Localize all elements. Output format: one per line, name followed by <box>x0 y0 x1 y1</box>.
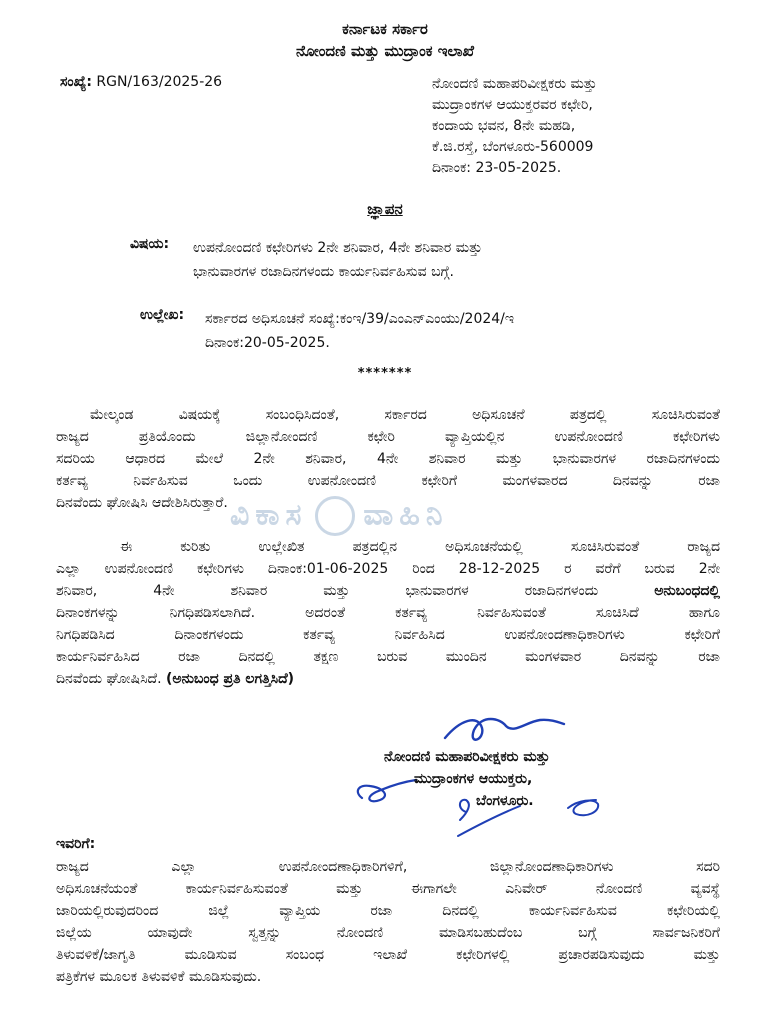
paragraph-line: ದಿನಾಂಕಗಳನ್ನು ನಿಗಧಿಪಡಿಸಲಾಗಿದೆ. ಅದರಂತೆ ಕರ್ತವ್ಯ ನಿರ್ವಹಿಸುವಂತೆ ಸೂಚಿಸಿದೆ ಹಾಗೂ <box>56 605 720 621</box>
paragraph-text: ದಿನವೆಂದು ಘೋಷಿಸಿದೆ. <box>56 671 162 687</box>
signatory-designation: ಮುದ್ರಾಂಕಗಳ ಆಯುಕ್ತರು, <box>414 771 533 787</box>
recipient-line: ತಿಳುವಳಿಕೆ/ಜಾಗೃತಿ ಮೂಡಿಸುವ ಸಂಬಂಧ ಇಲಾಖೆ ಕಛೇರಿಗಳಲ್ಲಿ ಪ್ರಚಾರಪಡಿಸುವುದು ಮತ್ತು <box>56 947 720 963</box>
ref-notice-text <box>205 307 725 355</box>
annexure-emphasis: ಅನುಬಂಧದಲ್ಲಿ <box>654 583 721 599</box>
paragraph-text: ಶನಿವಾರ, 4ನೇ ಶನಿವಾರ ಮತ್ತು ಭಾನುವಾರಗಳ ರಜಾದಿನಗಳಂದು <box>56 583 599 599</box>
paragraph-line <box>56 668 720 690</box>
recipient-line: ಜಿಲ್ಲೆಯ ಯಾವುದೇ ಸ್ವತ್ತನ್ನು ನೋಂದಣಿ ಮಾಡಿಸಬಹುದೆಂಬ ಬಗ್ಗೆ ಸಾರ್ವಜನಿಕರಿಗೆ <box>56 925 720 941</box>
reference-label: ಸಂಖ್ಯೆ: <box>60 74 92 90</box>
paragraph-line <box>56 580 720 602</box>
signature-block <box>384 746 704 812</box>
document-title: ಜ್ಞಾಪನ <box>367 200 403 218</box>
watermark-right-text: ವಾಹಿನಿ <box>363 497 449 533</box>
subject-text <box>193 236 733 284</box>
reference-number <box>60 74 222 90</box>
address-date: ದಿನಾಂಕ: 23-05-2025. <box>432 160 562 176</box>
paragraph-line: ಮೇಲ್ಕಂಡ ವಿಷಯಕ್ಕೆ ಸಂಬಂಧಿಸಿದಂತೆ, ಸರ್ಕಾರದ ಅಧಿಸೂಚನೆ ಪತ್ರದಲ್ಲಿ ಸೂಚಿಸಿರುವಂತೆ <box>90 407 720 423</box>
paragraph-line: ಕಾರ್ಯನಿರ್ವಹಿಸಿದ ರಜಾ ದಿನದಲ್ಲಿ ತಕ್ಷಣ ಬರುವ ಮುಂದಿನ ಮಂಗಳವಾರ ದಿನವನ್ನು ರಜಾ <box>56 649 720 665</box>
recipient-line: ಅಧಿಸೂಚನೆಯಂತೆ ಕಾರ್ಯನಿರ್ವಹಿಸುವಂತೆ ಮತ್ತು ಈಗಾಗಲೇ ಎನಿವೇರ್ ನೋಂದಣಿ ವ್ಯವಸ್ಥೆ <box>56 881 720 897</box>
paragraph-line: ದಿನವೆಂದು ಘೋಷಿಸಿ ಆದೇಶಿಸಿರುತ್ತಾರೆ. <box>56 495 228 511</box>
ref-notice-line: ಸರ್ಕಾರದ ಅಧಿಸೂಚನೆ ಸಂಖ್ಯೆ:ಕಂಇ/39/ಎಂಎನ್‌ಎಂಯು/2024/ಇ <box>205 311 515 327</box>
address-line: ಮುದ್ರಾಂಕಗಳ ಆಯುಕ್ತರವರ ಕಛೇರಿ, <box>432 97 593 113</box>
govt-heading: ಕರ್ನಾಟಕ ಸರ್ಕಾರ <box>342 20 428 38</box>
reference-value: RGN/163/2025-26 <box>96 74 223 90</box>
watermark <box>230 496 560 538</box>
address-line: ಕೆ.ಜಿ.ರಸ್ತೆ, ಬೆಂಗಳೂರು-560009 <box>432 139 594 155</box>
recipients-label: ಇವರಿಗೆ: <box>56 836 96 852</box>
recipients-text <box>56 856 720 988</box>
recipient-line: ಜಾರಿಯಲ್ಲಿರುವುದರಿಂದ ಜಿಲ್ಲೆ ವ್ಯಾಪ್ತಿಯ ರಜಾ ದಿನದಲ್ಲಿ ಕಾರ್ಯನಿರ್ವಹಿಸುವ ಕಛೇರಿಯಲ್ಲಿ <box>56 903 720 919</box>
signatory-place: ಬೆಂಗಳೂರು. <box>476 793 534 809</box>
paragraph-line: ಸದರಿಯ ಆಧಾರದ ಮೇಲೆ 2ನೇ ಶನಿವಾರ, 4ನೇ ಶನಿವಾರ ಮತ್ತು ಭಾನುವಾರಗಳ ರಜಾದಿನಗಳಂದು <box>56 451 720 467</box>
watermark-left-text: ವಿಕಾಸ <box>230 497 308 533</box>
address-line: ನೋಂದಣಿ ಮಹಾಪರಿವೀಕ್ಷಕರು ಮತ್ತು <box>432 76 597 92</box>
ref-notice-label: ಉಲ್ಲೇಖ: <box>140 307 185 323</box>
recipient-line: ರಾಜ್ಯದ ಎಲ್ಲಾ ಉಪನೋಂದಣಾಧಿಕಾರಿಗಳಿಗೆ, ಜಿಲ್ಲಾನೋಂದಣಾಧಿಕಾರಿಗಳು ಸದರಿ <box>56 859 720 875</box>
annexure-note: (ಅನುಬಂಧ ಪ್ರತಿ ಲಗತ್ತಿಸಿದೆ) <box>166 671 295 687</box>
paragraph-line: ಈ ಕುರಿತು ಉಲ್ಲೇಖಿತ ಪತ್ರದಲ್ಲಿನ ಅಧಿಸೂಚನೆಯಲ್ಲಿ ಸೂಚಿಸಿರುವಂತೆ ರಾಜ್ಯದ <box>120 539 720 555</box>
address-line: ಕಂದಾಯ ಭವನ, 8ನೇ ಮಹಡಿ, <box>432 118 576 134</box>
paragraph-line: ಎಲ್ಲಾ ಉಪನೋಂದಣಿ ಕಛೇರಿಗಳು ದಿನಾಂಕ:01-06-2025 ರಿಂದ 28-12-2025 ರ ವರೆಗೆ ಬರುವ 2ನೇ <box>56 561 720 577</box>
subject-label: ವಿಷಯ: <box>130 236 170 252</box>
paragraph-line: ಕರ್ತವ್ಯ ನಿರ್ವಹಿಸುವ ಒಂದು ಉಪನೋಂದಣಿ ಕಛೇರಿಗೆ ಮಂಗಳವಾರದ ದಿನವನ್ನು ರಜಾ <box>56 473 720 489</box>
ref-notice-line: ದಿನಾಂಕ:20-05-2025. <box>205 335 330 351</box>
separator: ******* <box>357 366 413 381</box>
subject-line: ಉಪನೋಂದಣಿ ಕಛೇರಿಗಳು 2ನೇ ಶನಿವಾರ, 4ನೇ ಶನಿವಾರ ಮತ್ತು <box>193 240 483 256</box>
recipient-line: ಪತ್ರಿಕೆಗಳ ಮೂಲಕ ತಿಳುವಳಿಕೆ ಮೂಡಿಸುವುದು. <box>56 969 262 985</box>
office-address <box>432 74 752 179</box>
paragraph-line: ನಿಗಧಿಪಡಿಸಿದ ದಿನಾಂಕಗಳಂದು ಕರ್ತವ್ಯ ನಿರ್ವಹಿಸಿದ ಉಪನೋಂದಣಾಧಿಕಾರಿಗಳು ಕಛೇರಿಗೆ <box>56 627 720 643</box>
paragraph-line: ರಾಜ್ಯದ ಪ್ರತಿಯೊಂದು ಜಿಲ್ಲಾನೋಂದಣಿ ಕಛೇರಿ ವ್ಯಾಪ್ತಿಯಲ್ಲಿನ ಉಪನೋಂದಣಿ ಕಛೇರಿಗಳು <box>56 429 720 445</box>
globe-icon <box>315 496 355 536</box>
paragraph-2 <box>56 536 720 690</box>
subject-line: ಭಾನುವಾರಗಳ ರಜಾದಿನಗಳಂದು ಕಾರ್ಯನಿರ್ವಹಿಸುವ ಬಗ್ಗೆ. <box>193 264 454 280</box>
signatory-designation: ನೋಂದಣಿ ಮಹಾಪರಿವೀಕ್ಷಕರು ಮತ್ತು <box>384 749 550 765</box>
dept-heading: ನೋಂದಣಿ ಮತ್ತು ಮುದ್ರಾಂಕ ಇಲಾಖೆ <box>295 42 475 60</box>
